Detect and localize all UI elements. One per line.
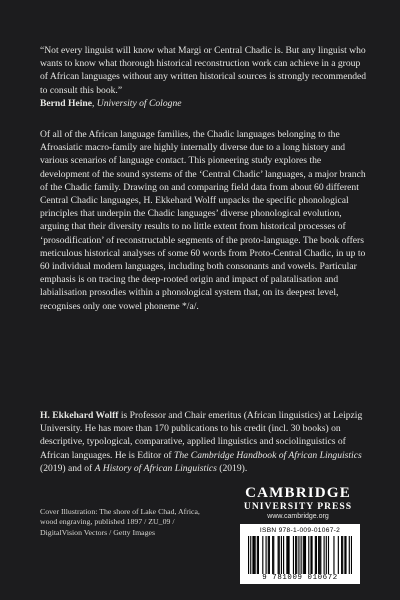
barcode-bar xyxy=(298,536,299,574)
quote-author-affiliation: University of Cologne xyxy=(96,97,182,109)
barcode-bar xyxy=(289,536,290,574)
barcode-bar xyxy=(333,536,334,574)
barcode-bar xyxy=(266,536,267,574)
barcode-bar xyxy=(281,536,282,574)
barcode-bar xyxy=(351,536,352,574)
barcode-bar xyxy=(311,536,312,574)
barcode-bar xyxy=(308,536,309,574)
barcode-bar xyxy=(293,536,294,574)
barcode-bar xyxy=(268,536,269,574)
barcode-bar xyxy=(262,536,263,574)
barcode-bar xyxy=(295,536,296,574)
author-bio-title-2: A History of African Linguistics xyxy=(94,462,217,474)
isbn-barcode xyxy=(240,524,360,584)
barcode-bar xyxy=(349,536,350,574)
quote-author-name: Bernd Heine xyxy=(40,97,92,109)
barcode-bar xyxy=(328,536,329,574)
publisher-url: www.cambridge.org xyxy=(267,513,329,520)
barcode-bar xyxy=(320,536,321,574)
publisher-name: CAMBRIDGE xyxy=(245,485,351,501)
barcode-bar xyxy=(345,536,346,574)
author-bio-text-1: is Professor and Chair emeritus (African linguistics) at Leipzig University. He has more than 170 publications to his credit (incl. 30 books) on descriptive, typological, comparative, applied linguistics and sociolinguistics of African languages. He is Editor of xyxy=(40,410,363,461)
author-bio-title-1: The Cambridge Handbook of African Linguistics xyxy=(174,449,362,461)
quote-text: “Not every linguist will know what Margi or Central Chadic is. But any linguist who wants to know what thorough historical reconstruction work can achieve in a group of African languages without any written historical sources is strongly recommended to consult this book.” xyxy=(40,45,367,96)
barcode-bar xyxy=(301,536,302,574)
barcode-bar xyxy=(319,536,320,574)
barcode-bar xyxy=(250,536,251,574)
barcode-bar xyxy=(252,536,253,574)
barcode-bar xyxy=(344,536,345,574)
barcode-bar xyxy=(279,536,280,574)
barcode-bar xyxy=(273,536,274,574)
barcode-bar xyxy=(283,536,284,574)
book-description: Of all of the African language families, the Chadic languages belonging to the Afroasiatic macro-family are highly internally diverse due to a long history and various scenarios of language contact. This pioneering study explores the development of the sound systems of the ‘Central Chadic’ languages, a major branch of the Chadic family. Drawing on and comparing field data from about 60 different Central Chadic languages, H. Ekkehard Wolff unpacks the specific phonological principles that underpin the Chadic languages’ diverse phonological evolution, arguing that their diversity results to no little extent from historical processes of ‘prosodification’ of reconstructable segments of the proto-language. The book offers meticulous historical analyses of some 60 words from Proto-Central Chadic, in up to 60 individual modern languages, including both consonants and vowels. Particular emphasis is on tracing the deep-rooted origin and impact of palatalisation and labialisation prosodies within a phonological system that, on its deepest level, recognises only one vowel phoneme */a/. xyxy=(40,129,366,312)
endorsement-quote xyxy=(40,44,370,110)
barcode-bar xyxy=(310,536,311,574)
barcode-bar xyxy=(304,536,305,574)
barcode-bar xyxy=(303,536,304,574)
barcode-bars xyxy=(248,536,352,574)
barcode-bar xyxy=(342,536,343,574)
barcode-bar xyxy=(269,536,270,574)
author-bio-text-3: (2019). xyxy=(216,462,248,474)
barcode-bar xyxy=(296,536,297,574)
barcode-bar xyxy=(315,536,316,574)
barcode-bar xyxy=(248,536,249,574)
author-bio xyxy=(40,409,372,475)
author-bio-text-2: (2019) and of xyxy=(40,462,95,474)
publisher-press: UNIVERSITY PRESS xyxy=(243,501,353,512)
barcode-bar xyxy=(255,536,256,574)
barcode-bar xyxy=(326,536,327,574)
barcode-bar xyxy=(341,536,342,574)
barcode-bar xyxy=(257,536,258,574)
barcode-bar xyxy=(305,536,306,574)
barcode-bar xyxy=(316,536,317,574)
barcode-bar xyxy=(287,536,288,574)
barcode-bar xyxy=(258,536,259,574)
barcode-bar xyxy=(278,536,279,574)
barcode-bar xyxy=(272,536,273,574)
barcode-bar xyxy=(318,536,319,574)
barcode-bar xyxy=(253,536,254,574)
barcode-digits: 9 781009 010672 xyxy=(262,574,338,582)
quote-attribution: Bernd Heine, University of Cologne xyxy=(40,97,182,109)
barcode-bar xyxy=(324,536,325,574)
cover-illustration-credit: Cover Illustration: The shore of Lake Chad, Africa, wood engraving, published 1897 / ZU_09 / DigitalVision Vectors / Getty Images xyxy=(40,507,200,537)
author-bio-name: H. Ekkehard Wolff xyxy=(40,410,119,421)
barcode-bar xyxy=(338,536,339,574)
barcode-bar xyxy=(286,536,287,574)
isbn-label: ISBN 978-1-009-01067-2 xyxy=(259,527,341,534)
publisher-logo xyxy=(232,485,364,521)
